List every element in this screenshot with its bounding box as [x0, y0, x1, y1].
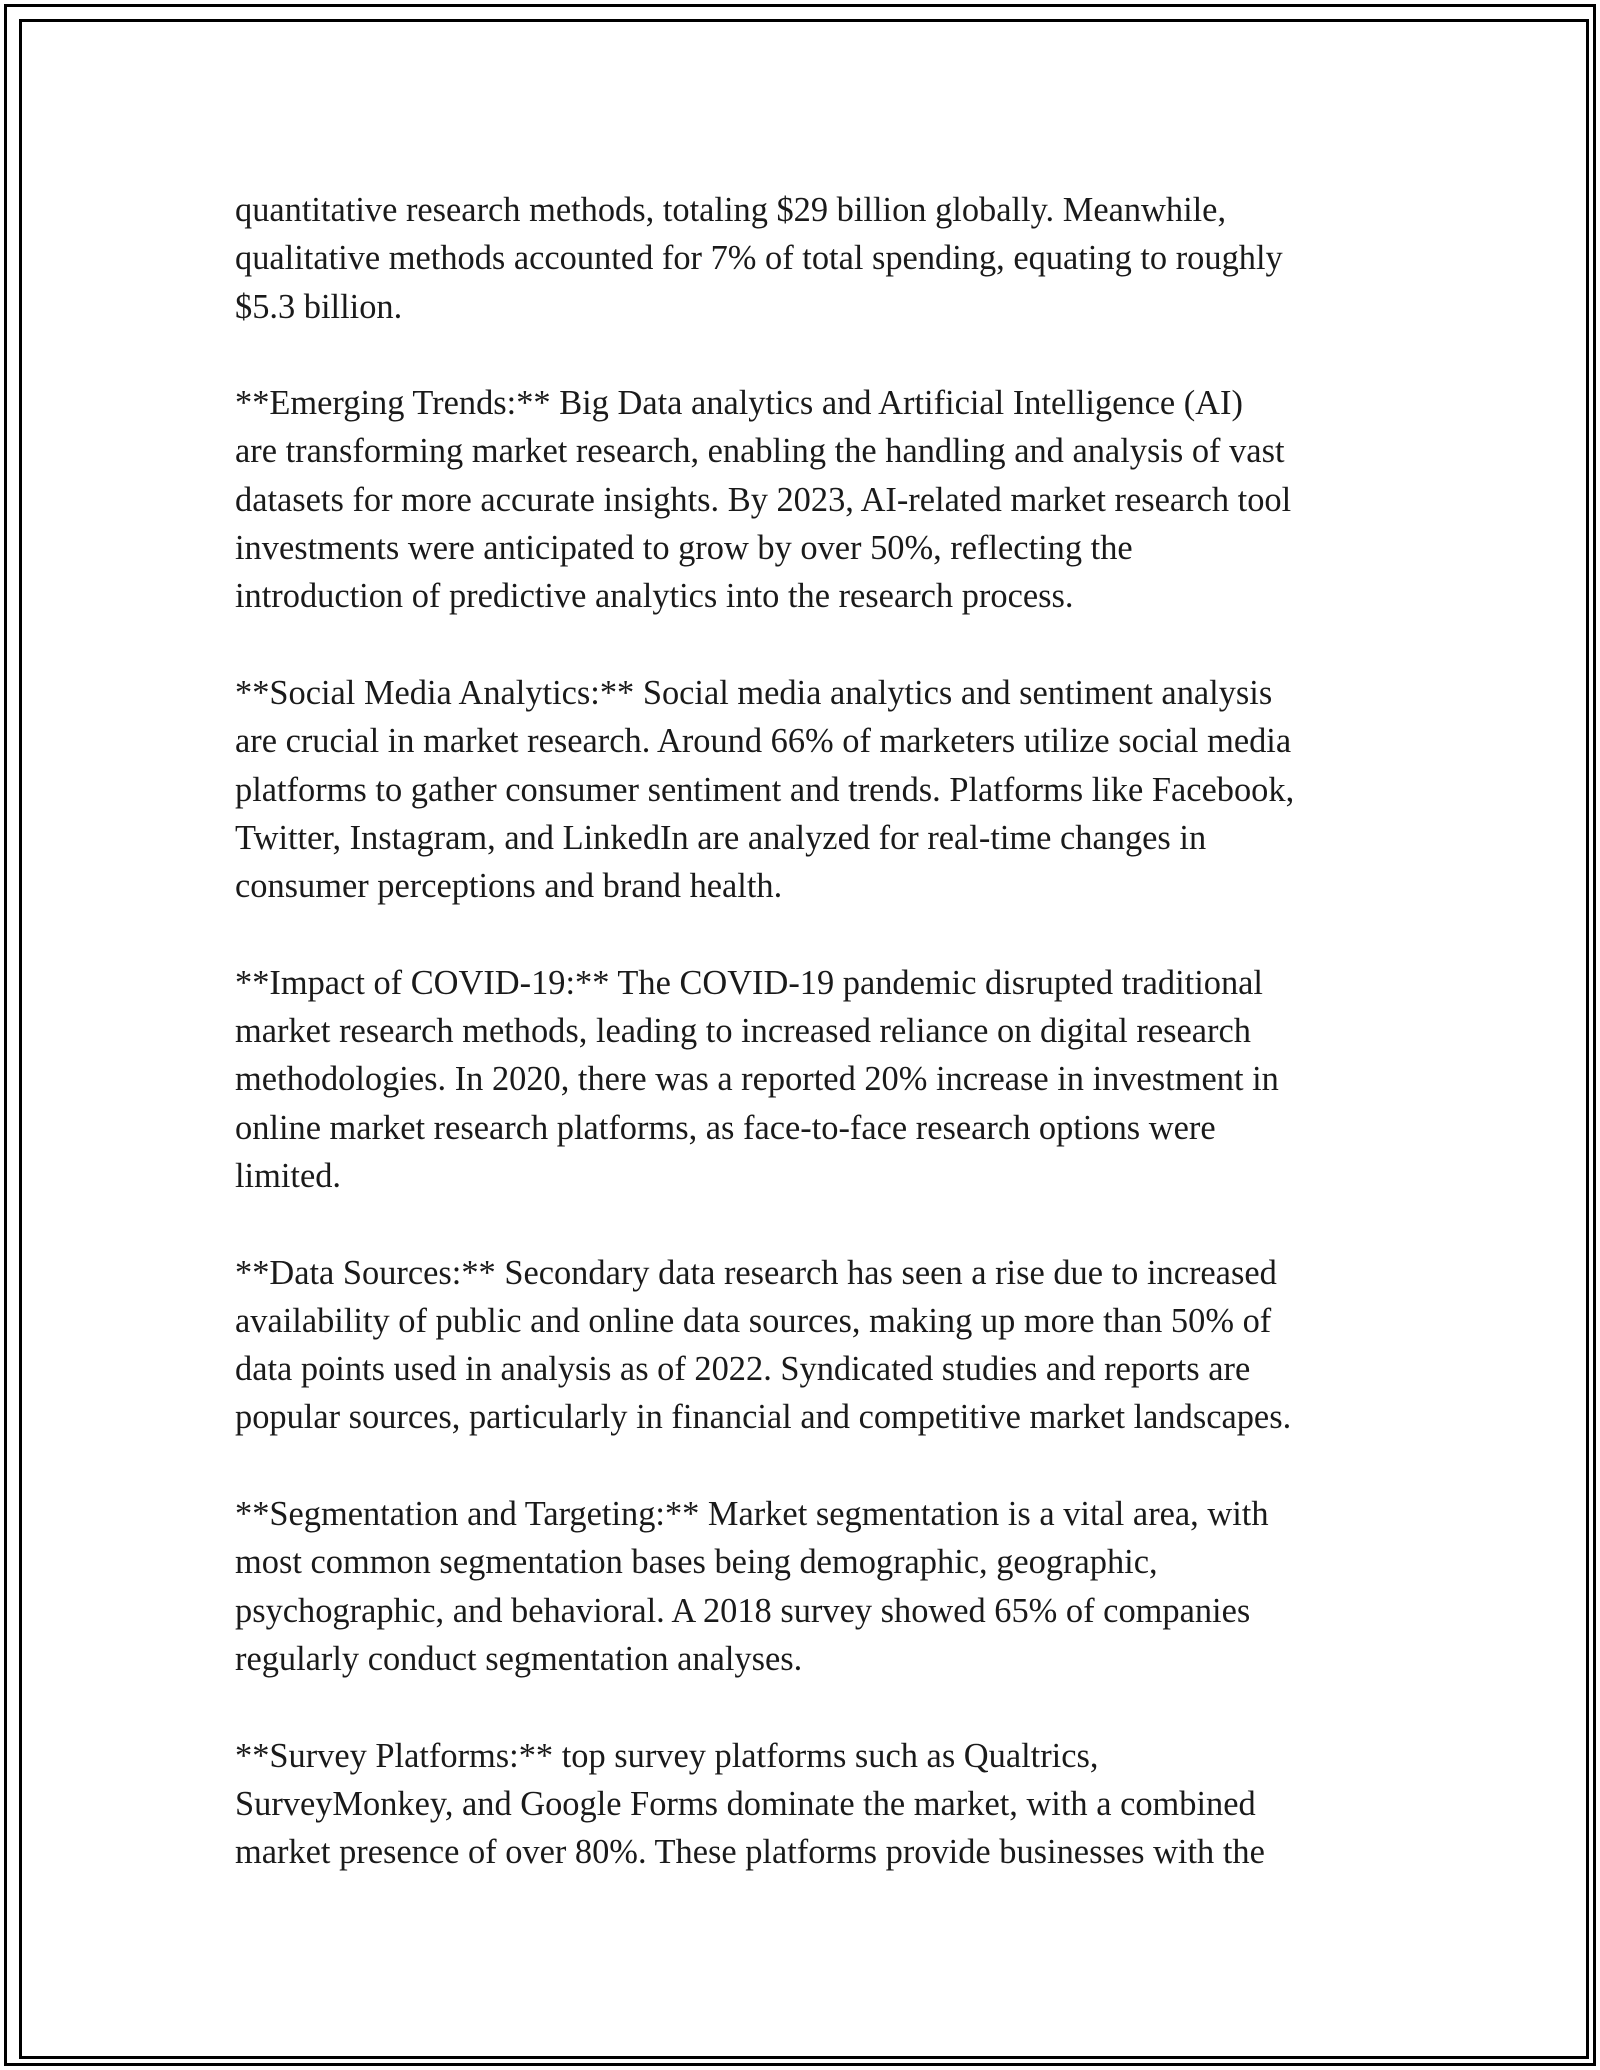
text-line: **Data Sources:** Secondary data research has seen a rise due to increased: [235, 1253, 1277, 1292]
text-line: most common segmentation bases being demographic, geographic,: [235, 1543, 1158, 1582]
text-line: SurveyMonkey, and Google Forms dominate the market, with a combined: [235, 1784, 1256, 1823]
text-line: **Impact of COVID-19:** The COVID-19 pandemic disrupted traditional: [235, 963, 1263, 1002]
data-sources-paragraph: [235, 1249, 1395, 1442]
text-line: methodologies. In 2020, there was a reported 20% increase in investment in: [235, 1060, 1279, 1099]
text-line: **Segmentation and Targeting:** Market segmentation is a vital area, with: [235, 1495, 1269, 1534]
text-line: availability of public and online data sources, making up more than 50% of: [235, 1301, 1272, 1340]
emerging-trends-paragraph: [235, 379, 1395, 620]
text-line: data points used in analysis as of 2022. Syndicated studies and reports are: [235, 1350, 1251, 1389]
text-line: qualitative methods accounted for 7% of total spending, equating to roughly: [235, 239, 1283, 278]
text-line: popular sources, particularly in financial and competitive market landscapes.: [235, 1398, 1292, 1437]
market-size-paragraph: [235, 186, 1395, 331]
segmentation-targeting-paragraph: [235, 1490, 1395, 1683]
survey-platforms-paragraph: [235, 1732, 1395, 1877]
text-line: market presence of over 80%. These platforms provide businesses with the: [235, 1833, 1265, 1872]
document-body: [235, 186, 1395, 1925]
social-media-analytics-paragraph: [235, 669, 1395, 910]
text-line: are transforming market research, enabling the handling and analysis of vast: [235, 432, 1285, 471]
text-line: online market research platforms, as face-to-face research options were: [235, 1108, 1216, 1147]
text-line: regularly conduct segmentation analyses.: [235, 1639, 803, 1678]
text-line: **Emerging Trends:** Big Data analytics and Artificial Intelligence (AI): [235, 384, 1243, 423]
text-line: introduction of predictive analytics into the research process.: [235, 577, 1074, 616]
text-line: quantitative research methods, totaling $29 billion globally. Meanwhile,: [235, 191, 1227, 229]
text-line: psychographic, and behavioral. A 2018 survey showed 65% of companies: [235, 1591, 1251, 1630]
text-line: are crucial in market research. Around 66% of marketers utilize social media: [235, 722, 1292, 761]
text-line: Twitter, Instagram, and LinkedIn are analyzed for real-time changes in: [235, 818, 1207, 857]
text-line: limited.: [235, 1156, 342, 1195]
covid-impact-paragraph: [235, 959, 1395, 1200]
text-line: market research methods, leading to increased reliance on digital research: [235, 1012, 1251, 1051]
text-line: $5.3 billion.: [235, 287, 403, 326]
text-line: datasets for more accurate insights. By 2023, AI-related market research tool: [235, 480, 1292, 519]
text-line: investments were anticipated to grow by over 50%, reflecting the: [235, 529, 1133, 568]
text-line: platforms to gather consumer sentiment and trends. Platforms like Facebook,: [235, 770, 1295, 809]
text-line: consumer perceptions and brand health.: [235, 867, 783, 906]
text-line: **Social Media Analytics:** Social media analytics and sentiment analysis: [235, 673, 1273, 712]
text-line: **Survey Platforms:** top survey platforms such as Qualtrics,: [235, 1736, 1099, 1775]
